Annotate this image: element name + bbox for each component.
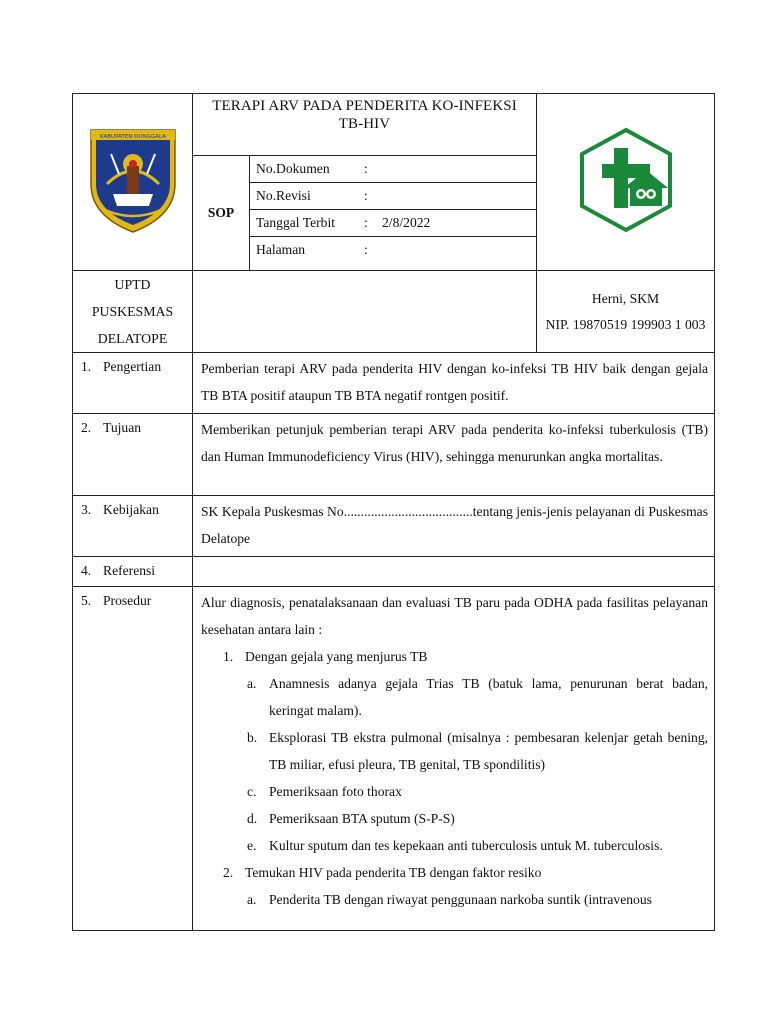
meta-row-no-dokumen: No.Dokumen : [250, 156, 536, 183]
section-label-kebijakan: 3. Kebijakan [73, 496, 193, 557]
prosedur-steps [201, 643, 708, 913]
section-label-prosedur: 5. Prosedur [73, 587, 193, 931]
section-body-referensi [193, 557, 715, 587]
title-line-1: TERAPI ARV PADA PENDERITA KO-INFEKSI [212, 98, 517, 114]
signatory-name: Herni, SKM [591, 290, 660, 306]
list-item: e. Kultur sputum dan tes kepekaan anti tuberculosis untuk M. tuberculosis. [247, 838, 663, 853]
right-logo-cell [537, 94, 715, 271]
donggala-regency-emblem-icon [83, 124, 183, 236]
section-body-prosedur [193, 587, 715, 931]
step-1-substeps [245, 670, 708, 859]
section-body-pengertian: Pemberian terapi ARV pada penderita HIV dengan ko-infeksi TB HIV baik dengan gejala TB BTA positif ataupun TB BTA negatif rontgen positif. [193, 353, 715, 414]
prosedur-step-1: 1. Dengan gejala yang menjurus TB a. Anamnesis adanya gejala Trias TB (batuk lama, penurunan berat badan, keringat malam). b. Eksplorasi TB ekstra pulmonal (misalnya : pembesaran kelenjar getah bening, TB miliar, efusi pleura, TB genital, TB spondilitis) c. Pemeriksaan foto thorax d. Pemeriksaan BTA sputum (S-P-S) e. Kultur sputum dan tes kepekaan anti tuberculosis untuk M. tuberculosis. [245, 643, 708, 859]
list-item: a. Penderita TB dengan riwayat penggunaan narkoba suntik (intravenous [247, 892, 652, 907]
meta-row-no-revisi: No.Revisi : [250, 183, 536, 210]
meta-row-tanggal-terbit: Tanggal Terbit : 2/8/2022 [250, 210, 536, 237]
meta-row-halaman: Halaman : [250, 237, 536, 264]
prosedur-step-2: 2. Temukan HIV pada penderita TB dengan faktor resiko a. Penderita TB dengan riwayat penggunaan narkoba suntik (intravenous [245, 859, 708, 913]
title-line-2: TB-HIV [338, 116, 391, 132]
sop-document [72, 93, 714, 931]
list-item: c. Pemeriksaan foto thorax [247, 784, 402, 799]
list-item: b. Eksplorasi TB ekstra pulmonal (misalnya : pembesaran kelenjar getah bening, TB miliar, efusi pleura, TB genital, TB spondilitis) [247, 730, 709, 772]
left-logo-cell [73, 94, 193, 271]
section-body-tujuan: Memberikan petunjuk pemberian terapi ARV pada penderita ko-infeksi tuberkulosis (TB) dan Human Immunodeficiency Virus (HIV), sehingga menurunkan angka mortalitas. [193, 414, 715, 496]
emblem-ribbon-text: KABUPATEN DONGGALA [99, 134, 166, 140]
step-2-substeps [245, 886, 708, 913]
document-meta [250, 156, 537, 271]
prosedur-intro: Alur diagnosis, penatalaksanaan dan evaluasi TB paru pada ODHA pada fasilitas pelayanan kesehatan antara lain : [201, 595, 709, 637]
document-title [193, 94, 537, 156]
list-item: a. Anamnesis adanya gejala Trias TB (batuk lama, penurunan berat badan, keringat malam). [247, 676, 709, 718]
list-item: d. Pemeriksaan BTA sputum (S-P-S) [247, 811, 455, 826]
issue-date: 2/8/2022 [382, 215, 431, 230]
sop-table [72, 93, 715, 931]
section-label-referensi: 4. Referensi [73, 557, 193, 587]
sop-label: SOP [193, 156, 250, 271]
signatory [537, 271, 715, 353]
section-body-kebijakan: SK Kepala Puskesmas No......................................tentang jenis-jenis pelayanan di Puskesmas Delatope [193, 496, 715, 557]
section-label-pengertian: 1. Pengertian [73, 353, 193, 414]
blank-cell [193, 271, 537, 353]
signatory-nip: NIP. 19870519 199903 1 003 [545, 316, 706, 332]
organization-name: UPTD PUSKESMAS DELATOPE [73, 271, 193, 353]
section-label-tujuan: 2. Tujuan [73, 414, 193, 496]
puskesmas-logo-icon [574, 126, 678, 234]
